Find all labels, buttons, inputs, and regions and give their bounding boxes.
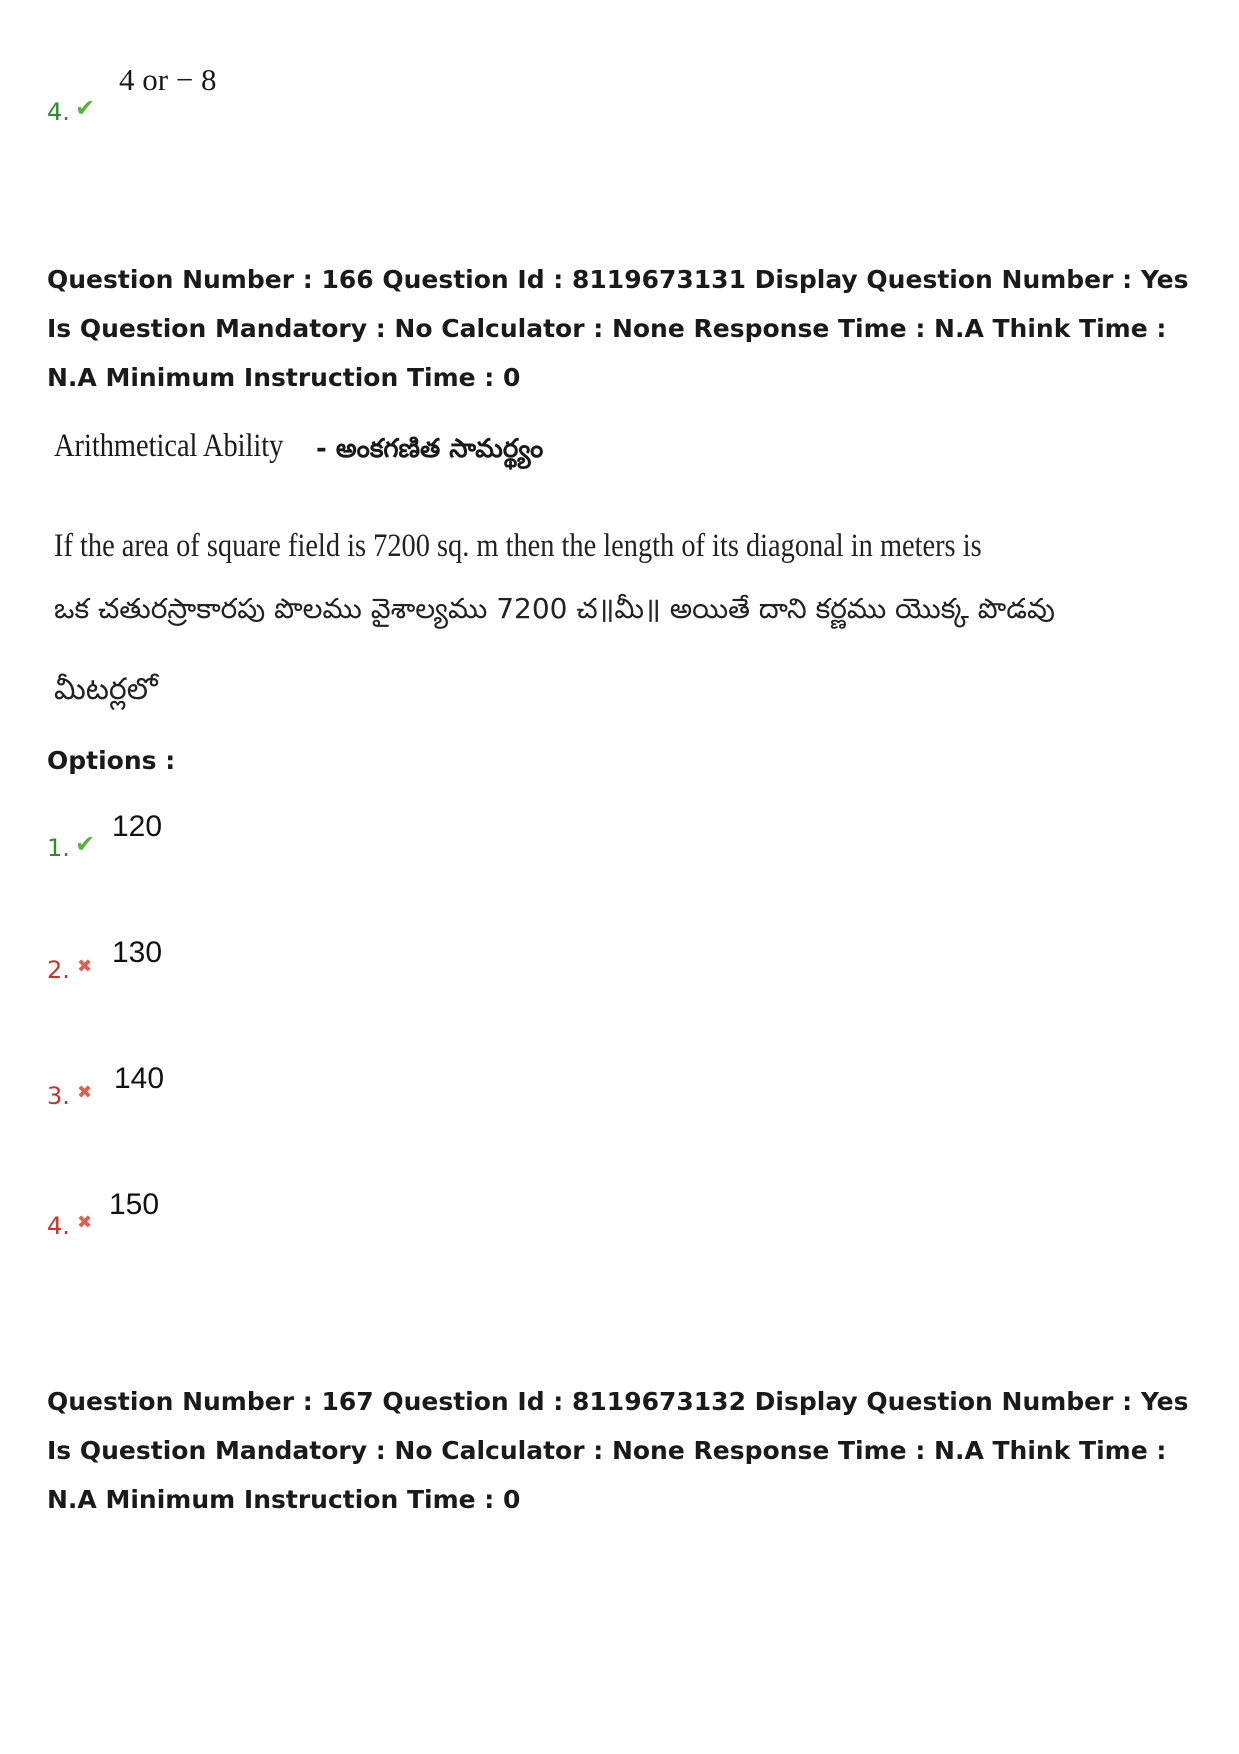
section-telugu: - అంకగణిత సామర్థ్యం	[316, 434, 544, 464]
option-2	[47, 936, 347, 996]
section-english: Arithmetical Ability	[54, 428, 284, 464]
option-value: 130	[112, 936, 163, 969]
option-number: 1.	[47, 834, 70, 862]
option-number: 3.	[47, 1082, 70, 1110]
option-value: 120	[112, 810, 163, 843]
option-1	[47, 810, 347, 870]
question-text-english: If the area of square field is 7200 sq. m then the length of its diagonal in meters is	[54, 528, 982, 564]
option-value: 4 or − 8	[119, 62, 217, 97]
option-number: 2.	[47, 956, 70, 984]
section-heading	[54, 428, 754, 484]
option-value: 140	[114, 1062, 165, 1095]
check-icon: ✔	[75, 830, 96, 858]
options-label: Options :	[47, 746, 176, 775]
cross-icon: ✖	[77, 1082, 93, 1103]
option-4	[47, 1188, 347, 1248]
question-meta: Question Number : 167 Question Id : 8119673132 Display Question Number : Yes Is Question Mandatory : No Calculator : None Response Time : N.A Think Time : N.A Minimum Instruction Time : 0	[47, 1387, 1189, 1514]
cross-icon: ✖	[77, 1212, 93, 1233]
check-icon: ✔	[75, 94, 96, 122]
option-3	[47, 1062, 347, 1122]
option-number: 4.	[47, 1212, 70, 1240]
question-meta: Question Number : 166 Question Id : 8119673131 Display Question Number : Yes Is Question Mandatory : No Calculator : None Response Time : N.A Think Time : N.A Minimum Instruction Time : 0	[47, 265, 1189, 392]
option-number: 4.	[47, 98, 70, 126]
question-text-telugu-2: మీటర్లలో	[54, 672, 158, 707]
cross-icon: ✖	[77, 956, 93, 977]
question-text-telugu-1: ఒక చతురస్రాకారపు పొలము వైశాల్యము 7200 చ॥మీ॥ అయితే దాని కర్ణము యొక్క పొడవు	[54, 592, 1055, 625]
option-value: 150	[109, 1188, 160, 1221]
prev-option	[47, 62, 347, 126]
